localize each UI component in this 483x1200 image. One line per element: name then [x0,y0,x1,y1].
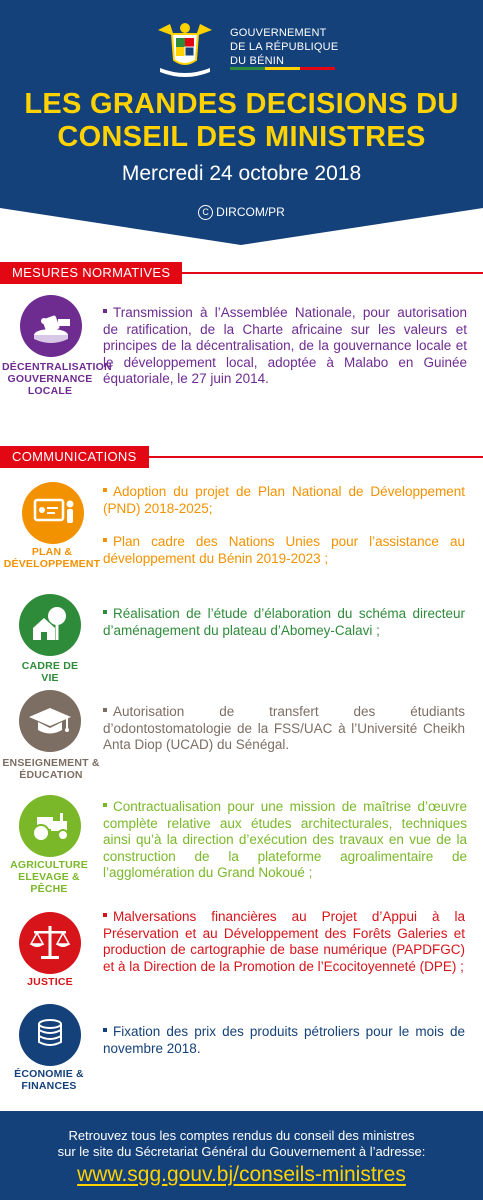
header-banner [0,0,483,245]
bullet [103,708,107,712]
section-header-normative [0,262,182,284]
bullet [103,913,107,917]
ballot-box-icon [20,295,82,357]
credit [0,205,483,220]
title-line-2: CONSEIL DES MINISTRES [57,121,426,153]
copyright-icon: C [198,205,213,220]
footer-line-1: Retrouvez tous les comptes rendus du conseil des ministres [68,1128,415,1143]
item-point [103,799,467,882]
house-tree-icon [19,594,81,656]
item-point [103,704,465,754]
item-point [103,534,465,567]
bullet [103,309,107,313]
coin-stack-icon [19,1004,81,1066]
item-caption: DÉCENTRALISATION GOUVERNANCE LOCALE [2,361,112,397]
item-point-text: Fixation des prix des produits pétroliers pour le mois de novembre 2018. [103,1024,465,1056]
item-caption: JUSTICE [27,976,73,988]
flag-stripe [230,67,335,70]
benin-coat-of-arms-icon [150,20,220,78]
footer-line-2: sur le site du Sécretariat Général du Gouvernement à l’adresse: [57,1144,426,1159]
item-caption: ENSEIGNEMENT & ÉDUCATION [2,757,100,781]
page-title [0,88,483,154]
meeting-date: Mercredi 24 octobre 2018 [121,162,362,185]
graduation-cap-icon [19,690,81,752]
item-point [103,909,465,975]
bullet [103,610,107,614]
bullet [103,488,107,492]
item-point [103,305,467,388]
item-point-text: Adoption du projet de Plan National de Développement (PND) 2018-2025; [103,484,465,516]
item-caption: PLAN & DÉVELOPPEMENT [3,546,101,570]
credit-text: DIRCOM/PR [216,205,285,219]
item-caption: ÉCONOMIE & FINANCES [14,1068,84,1092]
section-label: MESURES NORMATIVES [0,262,182,284]
item-caption: AGRICULTURE ELEVAGE & PÊCHE [10,859,88,895]
section-label: COMMUNICATIONS [0,446,149,468]
tractor-icon [19,795,81,857]
item-point-text: Réalisation de l’étude d’élaboration du schéma directeur d’aménagement du plateau d’Abomey-Calavi ; [103,606,465,638]
item-point-text: Contractualisation pour une mission de maîtrise d’œuvre complète relative aux études architecturales, techniques ainsi qu’à la direction d’exécution des travaux en vue de la construction de la plateforme agroalimentaire de l’agglomération du Grand Nokoué ; [103,799,467,880]
item-point-text: Plan cadre des Nations Unies pour l’assistance au développement du Bénin 2019-2023 ; [103,534,465,566]
bullet [103,1028,107,1032]
scales-of-justice-icon [19,912,81,974]
item-point [103,484,465,517]
title-line-1: LES GRANDES DECISIONS DU [24,88,459,120]
gov-line-2: DE LA RÉPUBLIQUE [230,41,339,53]
item-point-text: Autorisation de transfert des étudiants d’odontostomatologie de la FSS/UAC à l’Université Cheikh Anta Diop (UCAD) du Sénégal. [103,704,465,752]
item-caption: CADRE DE VIE [21,660,79,684]
gov-line-1: GOUVERNEMENT [230,27,327,39]
section-header-communications [0,446,149,468]
item-point [103,1024,465,1057]
bullet [103,538,107,542]
item-point [103,606,465,639]
footer-text [0,1128,483,1160]
gov-line-3: DU BÉNIN [230,55,285,67]
bullet [103,803,107,807]
presentation-board-icon [22,482,84,544]
footer-link[interactable]: www.sgg.gouv.bj/conseils-ministres [77,1163,406,1186]
item-point-text: Transmission à l’Assemblée Nationale, pour autorisation de ratification, de la Charte africaine sur les valeurs et principes de la décentralisation, de la gouvernance locale et le développement local, adoptée à Malabo en Guinée équatoriale, le 27 juin 2014. [103,305,467,386]
item-point-text: Malversations financières au Projet d’Appui à la Préservation et au Développement des Forêts Galeries et production de cartographie de base numérique (PAPDFGC) et à la Direction de la Promotion de l’Ecocitoyenneté (DPE) ; [103,909,465,974]
government-name [230,26,338,68]
footer-banner [0,1111,483,1200]
